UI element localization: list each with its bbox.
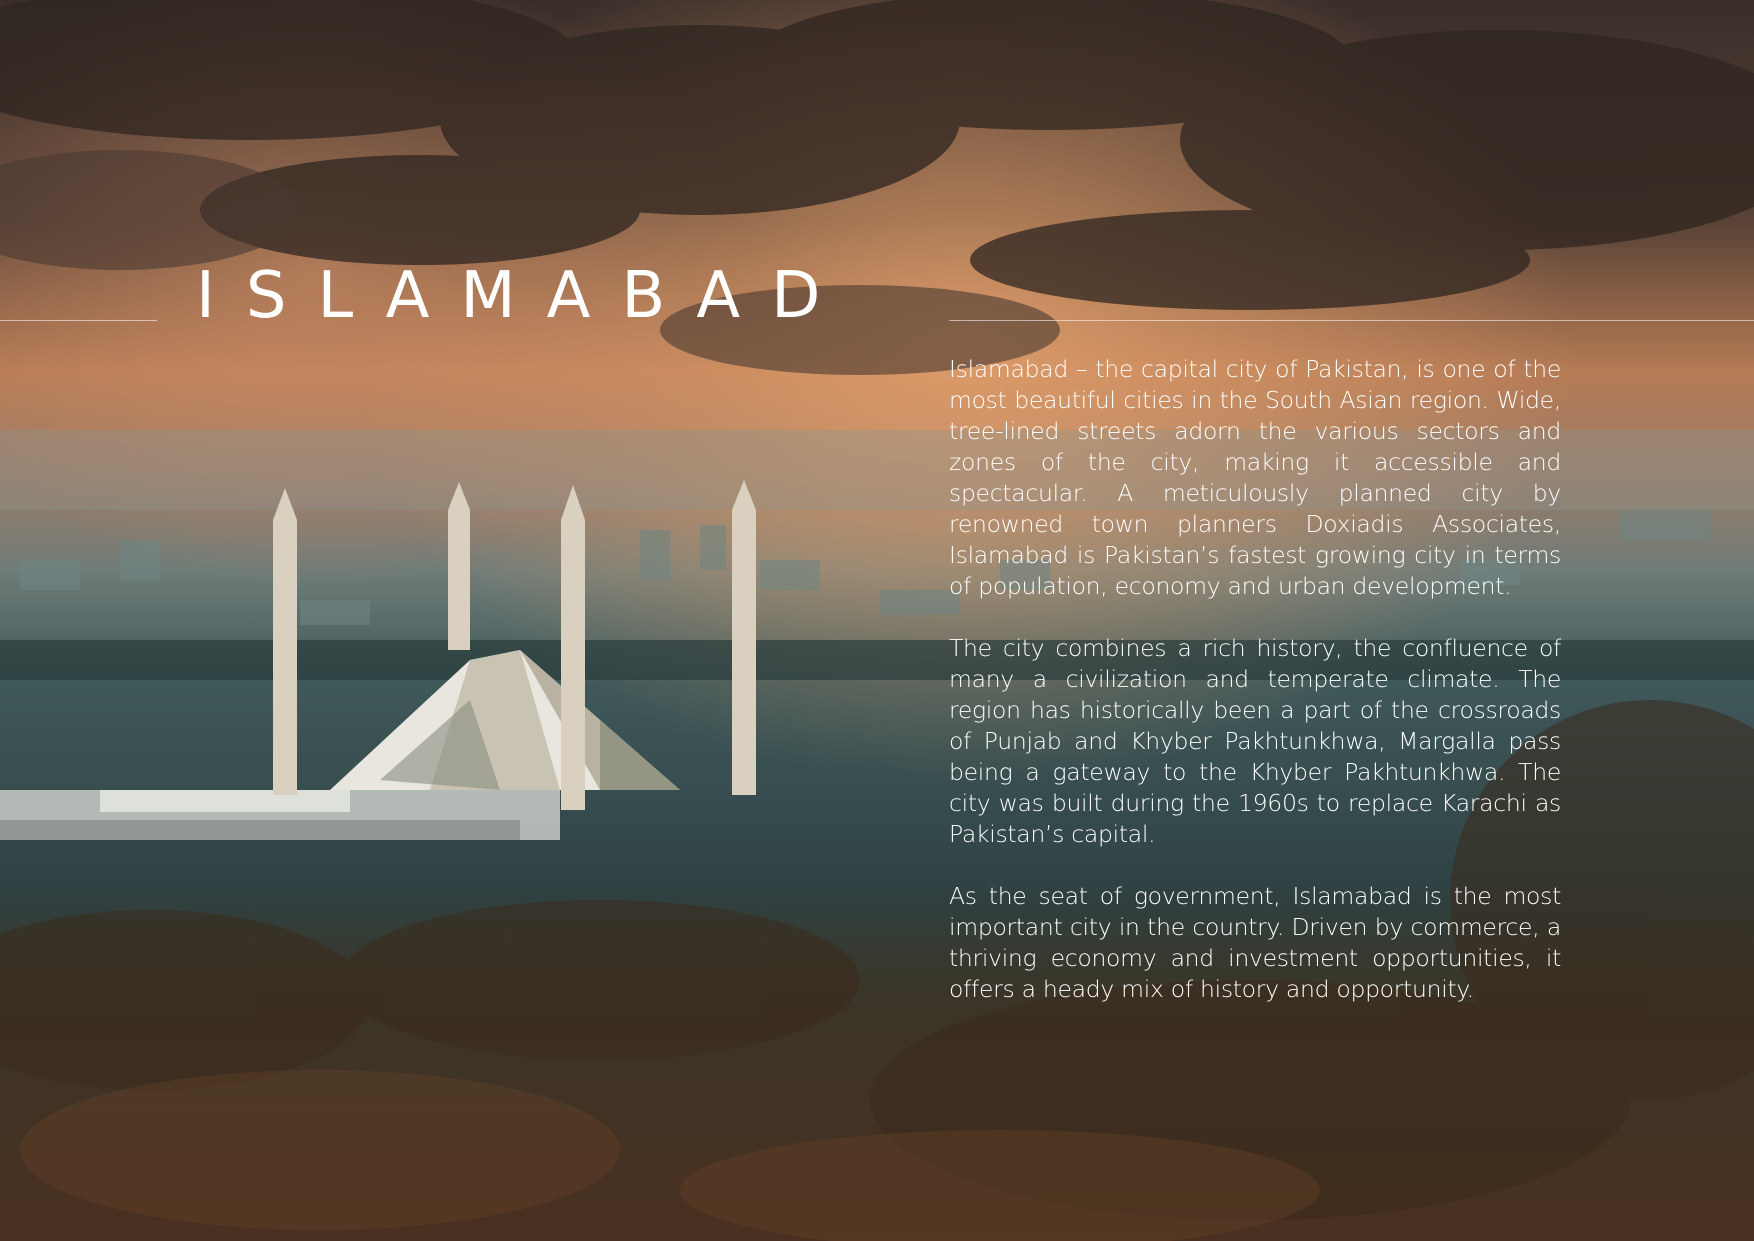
page-title: ISLAMABAD — [196, 259, 852, 333]
paragraph-intro: Islamabad – the capital city of Pakistan, is one of the most beautiful cities in the South Asian region. Wide, tree-lined streets adorn the various sectors and zones of the city, making it accessible and spectacular. A meticulously planned city by renowned town planners Doxiadis Associates, Islamabad is Pakistan’s fastest growing city in terms of population, economy and urban development. — [949, 355, 1561, 600]
paragraph-history: The city combines a rich history, the confluence of many a civilization and temperate climate. The region has historically been a part of the crossroads of Punjab and Khyber Pakhtunkhwa, Margalla pass being a gateway to the Khyber Pakhtunkhwa. The city was built during the 1960s to replace Karachi as Pakistan’s capital. — [949, 634, 1561, 848]
body-copy — [949, 354, 1561, 1005]
title-rule-left — [0, 320, 157, 321]
title-rule-right — [949, 320, 1754, 321]
paragraph-government: As the seat of government, Islamabad is the most important city in the country. Driven by commerce, a thriving economy and investment opportunities, it offers a heady mix of history and opportunity. — [949, 882, 1561, 1003]
